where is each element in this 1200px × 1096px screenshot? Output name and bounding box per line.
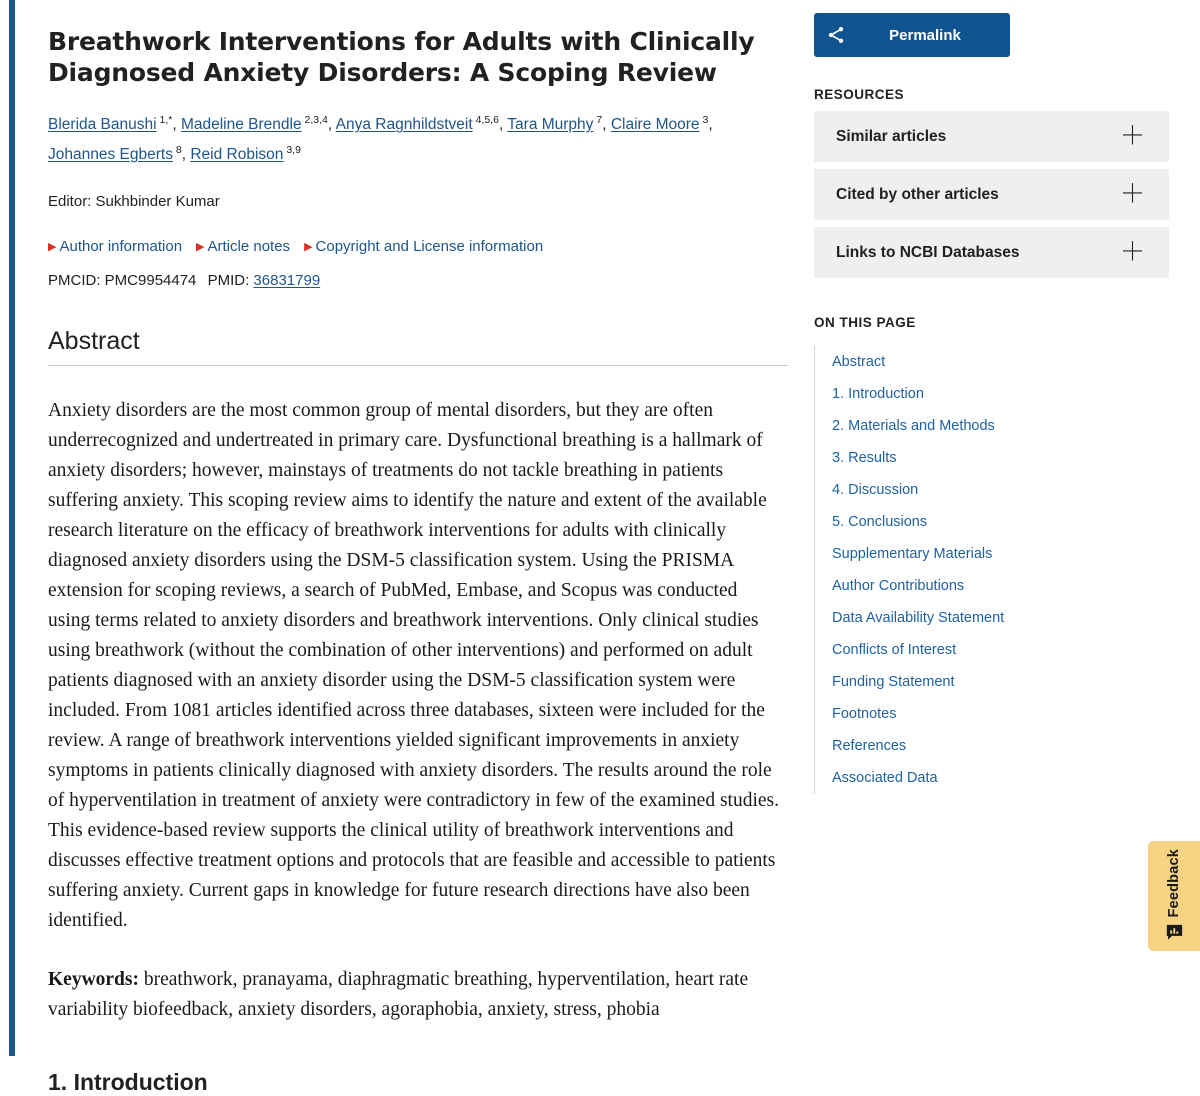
feedback-chart-icon xyxy=(1166,924,1183,941)
author-link[interactable]: Anya Ragnhildstveit xyxy=(335,116,473,133)
left-accent-rail xyxy=(9,0,15,1056)
resource-accordion-row[interactable] xyxy=(814,111,1169,162)
meta-link[interactable]: Copyright and License information xyxy=(315,238,544,255)
on-this-page-item[interactable]: References xyxy=(832,738,907,754)
triangle-right-icon: ▶ xyxy=(304,241,313,253)
on-this-page-heading: ON THIS PAGE xyxy=(814,315,916,330)
author-link[interactable]: Madeline Brendle xyxy=(180,116,302,133)
author-link[interactable]: Tara Murphy xyxy=(507,116,594,133)
keywords-value: breathwork, pranayama, diaphragmatic breathing, hyperventilation, heart rate variability biofeedback, anxiety disorders, agoraphobia, anxiety, stress, phobia xyxy=(48,969,749,1020)
pmid-label: PMID: xyxy=(207,272,250,289)
author-link[interactable]: Blerida Banushi xyxy=(48,116,157,133)
editor-label: Editor: xyxy=(48,193,92,210)
author-affiliation-sup: 1,* xyxy=(156,113,173,126)
on-this-page-item[interactable]: 1. Introduction xyxy=(832,386,924,402)
resources-heading: RESOURCES xyxy=(814,87,905,102)
author-link[interactable]: Claire Moore xyxy=(610,116,700,133)
on-this-page-item[interactable]: Footnotes xyxy=(832,706,897,722)
triangle-right-icon: ▶ xyxy=(48,241,57,253)
resource-label: Similar articles xyxy=(836,127,947,145)
pmcid-value: PMC9954474 xyxy=(104,272,197,289)
resource-accordion-row[interactable] xyxy=(814,227,1169,278)
keywords xyxy=(48,965,783,1025)
pmcid-label: PMCID: xyxy=(48,272,101,289)
author-link[interactable]: Johannes Egberts xyxy=(48,146,173,163)
author-affiliation-sup: 4,5,6 xyxy=(472,113,499,126)
resource-label: Cited by other articles xyxy=(836,185,999,203)
right-sidebar xyxy=(814,0,1169,794)
editor-line xyxy=(48,193,788,210)
resource-accordion-row[interactable] xyxy=(814,169,1169,220)
abstract-heading: Abstract xyxy=(48,327,788,366)
main-content-column xyxy=(48,0,788,1096)
pmid-link[interactable]: 36831799 xyxy=(253,272,321,289)
on-this-page-item[interactable]: Conflicts of Interest xyxy=(832,642,957,658)
feedback-tab[interactable] xyxy=(1148,841,1200,951)
author-affiliation-sup: 3 xyxy=(699,113,709,126)
meta-link[interactable]: Author information xyxy=(59,238,183,255)
resources-list xyxy=(814,111,1169,278)
on-this-page-item[interactable]: 2. Materials and Methods xyxy=(832,418,995,434)
share-icon xyxy=(814,25,858,45)
page-title: Breathwork Interventions for Adults with Clinically Diagnosed Anxiety Disorders: A Scoping Review xyxy=(48,27,755,87)
permalink-label: Permalink xyxy=(889,26,961,44)
article-identifiers xyxy=(48,272,788,289)
meta-link[interactable]: Article notes xyxy=(207,238,291,255)
author-affiliation-sup: 2,3,4 xyxy=(301,113,328,126)
on-this-page-item[interactable]: Associated Data xyxy=(832,770,938,786)
meta-links xyxy=(48,237,788,258)
on-this-page-item[interactable]: Author Contributions xyxy=(832,578,965,594)
permalink-button[interactable] xyxy=(814,13,1010,57)
on-this-page-list xyxy=(814,346,1084,794)
abstract-body: Anxiety disorders are the most common group of mental disorders, but they are often underrecognized and undertreated in primary care. Dysfunctional breathing is a hallmark of anxiety disorders; however, mainstays of treatments do not tackle breathing in patients suffering anxiety. This scoping review aims to identify the nature and extent of the available research literature on the efficacy of breathwork interventions for adults with clinically diagnosed anxiety disorders using the DSM-5 classification system. Using the PRISMA extension for scoping reviews, a search of PubMed, Embase, and Scopus was conducted using terms related to anxiety disorders and breathwork interventions. Only clinical studies using breathwork (without the combination of other interventions) and performed on adult patients diagnosed with an anxiety disorder using the DSM-5 classification system were included. From 1081 articles identified across three databases, sixteen were included for the review. A range of breathwork interventions yielded significant improvements in anxiety symptoms in patients clinically diagnosed with anxiety disorders. The results around the role of hyperventilation in treatment of anxiety were contradictory in few of the examined studies. This evidence-based review supports the clinical utility of breathwork interventions and discusses effective treatment options and protocols that are feasible and accessible to patients suffering anxiety. Current gaps in knowledge for future research directions have also been identified. xyxy=(48,400,780,931)
author-list: Blerida Banushi $^{1,*}$, Madeline Brendle $^{2,3,4}$, Anya Ragnhildstveit $^{4,5,6}$, Tara Murphy $^7$, Claire Moore $^3$, Johannes Egberts $^8$, Reid Robison $^{3,9}$ xyxy=(48,113,713,163)
on-this-page-item[interactable]: 3. Results xyxy=(832,450,897,466)
on-this-page-item[interactable]: 4. Discussion xyxy=(832,482,919,498)
author-link[interactable]: Reid Robison xyxy=(190,146,284,163)
keywords-label: Keywords: xyxy=(48,969,139,990)
on-this-page-item[interactable]: Abstract xyxy=(832,354,886,370)
author-affiliation-sup: 3,9 xyxy=(283,143,301,156)
plus-icon[interactable]: ＋ xyxy=(1119,122,1145,150)
triangle-right-icon: ▶ xyxy=(196,241,205,253)
author-affiliation-sup: 8 xyxy=(172,143,182,156)
resource-label: Links to NCBI Databases xyxy=(836,243,1020,261)
on-this-page-item[interactable]: Supplementary Materials xyxy=(832,546,993,562)
author-affiliation-sup: 7 xyxy=(593,113,603,126)
on-this-page-item[interactable]: 5. Conclusions xyxy=(832,514,928,530)
editor-name: Sukhbinder Kumar xyxy=(95,193,220,210)
feedback-label: Feedback xyxy=(1166,848,1182,917)
plus-icon[interactable]: ＋ xyxy=(1119,238,1145,266)
on-this-page-item[interactable]: Funding Statement xyxy=(832,674,955,690)
on-this-page-item[interactable]: Data Availability Statement xyxy=(832,610,1005,626)
introduction-heading: 1. Introduction xyxy=(48,1069,208,1095)
plus-icon[interactable]: ＋ xyxy=(1119,180,1145,208)
